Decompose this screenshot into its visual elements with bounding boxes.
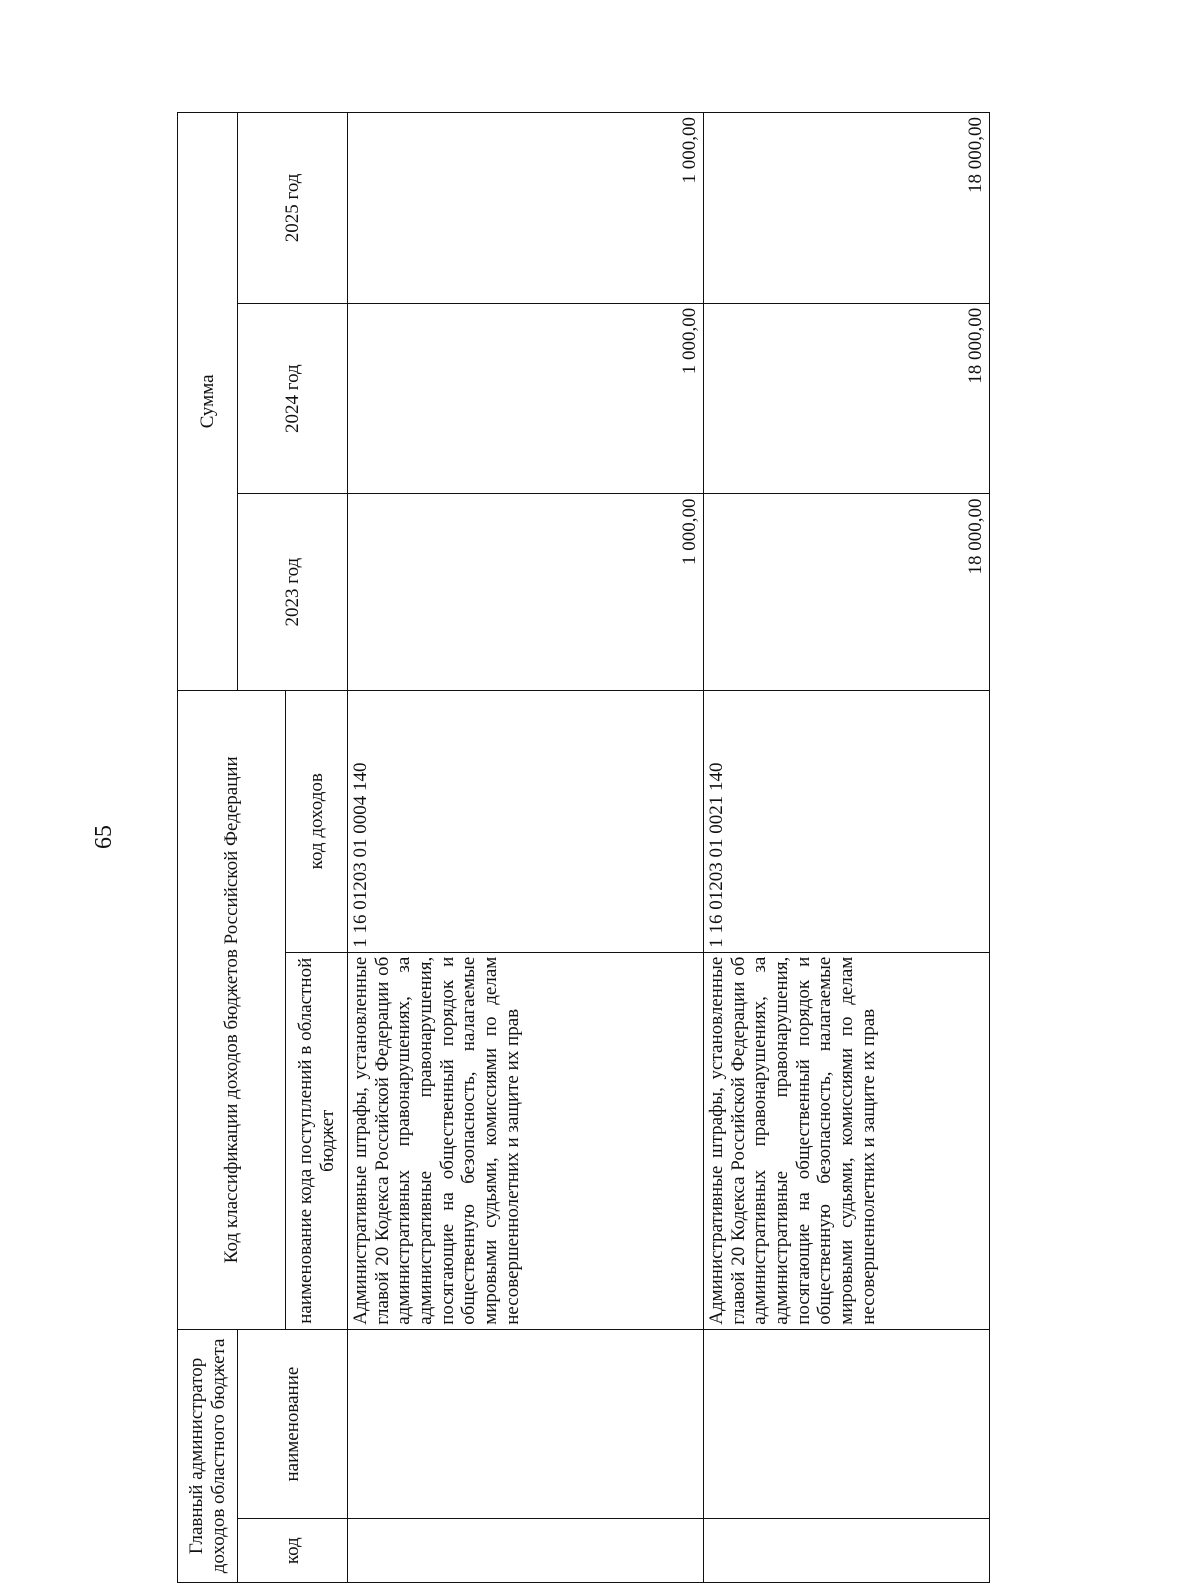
- row-admin-code: [704, 1519, 990, 1583]
- row-description: Административные штрафы, установленные главой 20 Кодекса Российской Федерации об административных правонарушениях, за административные правонарушения, посягающие на общественный порядок и общественную безопасность, налагаемые мировыми судьями, комиссиями по делам несовершеннолетних и защите их прав: [704, 952, 990, 1329]
- row-admin-name: [348, 1329, 704, 1519]
- row-description: Административные штрафы, установленные главой 20 Кодекса Российской Федерации об административных правонарушениях, за административные правонарушения, посягающие на общественный порядок и общественную безопасность, налагаемые мировыми судьями, комиссиями по делам несовершеннолетних и защите их прав: [348, 952, 704, 1329]
- income-table-container: [177, 112, 990, 1583]
- page-number: 65: [91, 825, 117, 849]
- row-income-code: 1 16 01203 01 0004 140: [348, 690, 704, 952]
- admin-group-header: Главный администратор доходов областного бюджета: [178, 1329, 238, 1582]
- year-2024-header: 2024 год: [238, 303, 348, 494]
- col-income-name-header: наименование кода поступлений в областной бюджет: [286, 952, 348, 1329]
- rotated-table-frame: [177, 112, 990, 1583]
- row-sum-2025: 18 000,00: [704, 113, 990, 304]
- sum-group-header: Сумма: [178, 113, 238, 691]
- header-row-groups: [178, 113, 238, 1583]
- col-income-code-header: код доходов: [286, 690, 348, 952]
- row-sum-2023: 1 000,00: [348, 494, 704, 690]
- table-row: [348, 113, 704, 1583]
- row-admin-name: [704, 1329, 990, 1519]
- row-sum-2024: 18 000,00: [704, 303, 990, 494]
- col-code-header: код: [238, 1519, 348, 1583]
- row-sum-2025: 1 000,00: [348, 113, 704, 304]
- table-row: [704, 113, 990, 1583]
- income-table: [177, 112, 990, 1583]
- row-income-code: 1 16 01203 01 0021 140: [704, 690, 990, 952]
- row-sum-2024: 1 000,00: [348, 303, 704, 494]
- col-name-header: наименование: [238, 1329, 348, 1519]
- year-2023-header: 2023 год: [238, 494, 348, 690]
- year-2025-header: 2025 год: [238, 113, 348, 304]
- classification-group-header: Код классификации доходов бюджетов Российской Федерации: [178, 690, 286, 1329]
- row-admin-code: [348, 1519, 704, 1583]
- row-sum-2023: 18 000,00: [704, 494, 990, 690]
